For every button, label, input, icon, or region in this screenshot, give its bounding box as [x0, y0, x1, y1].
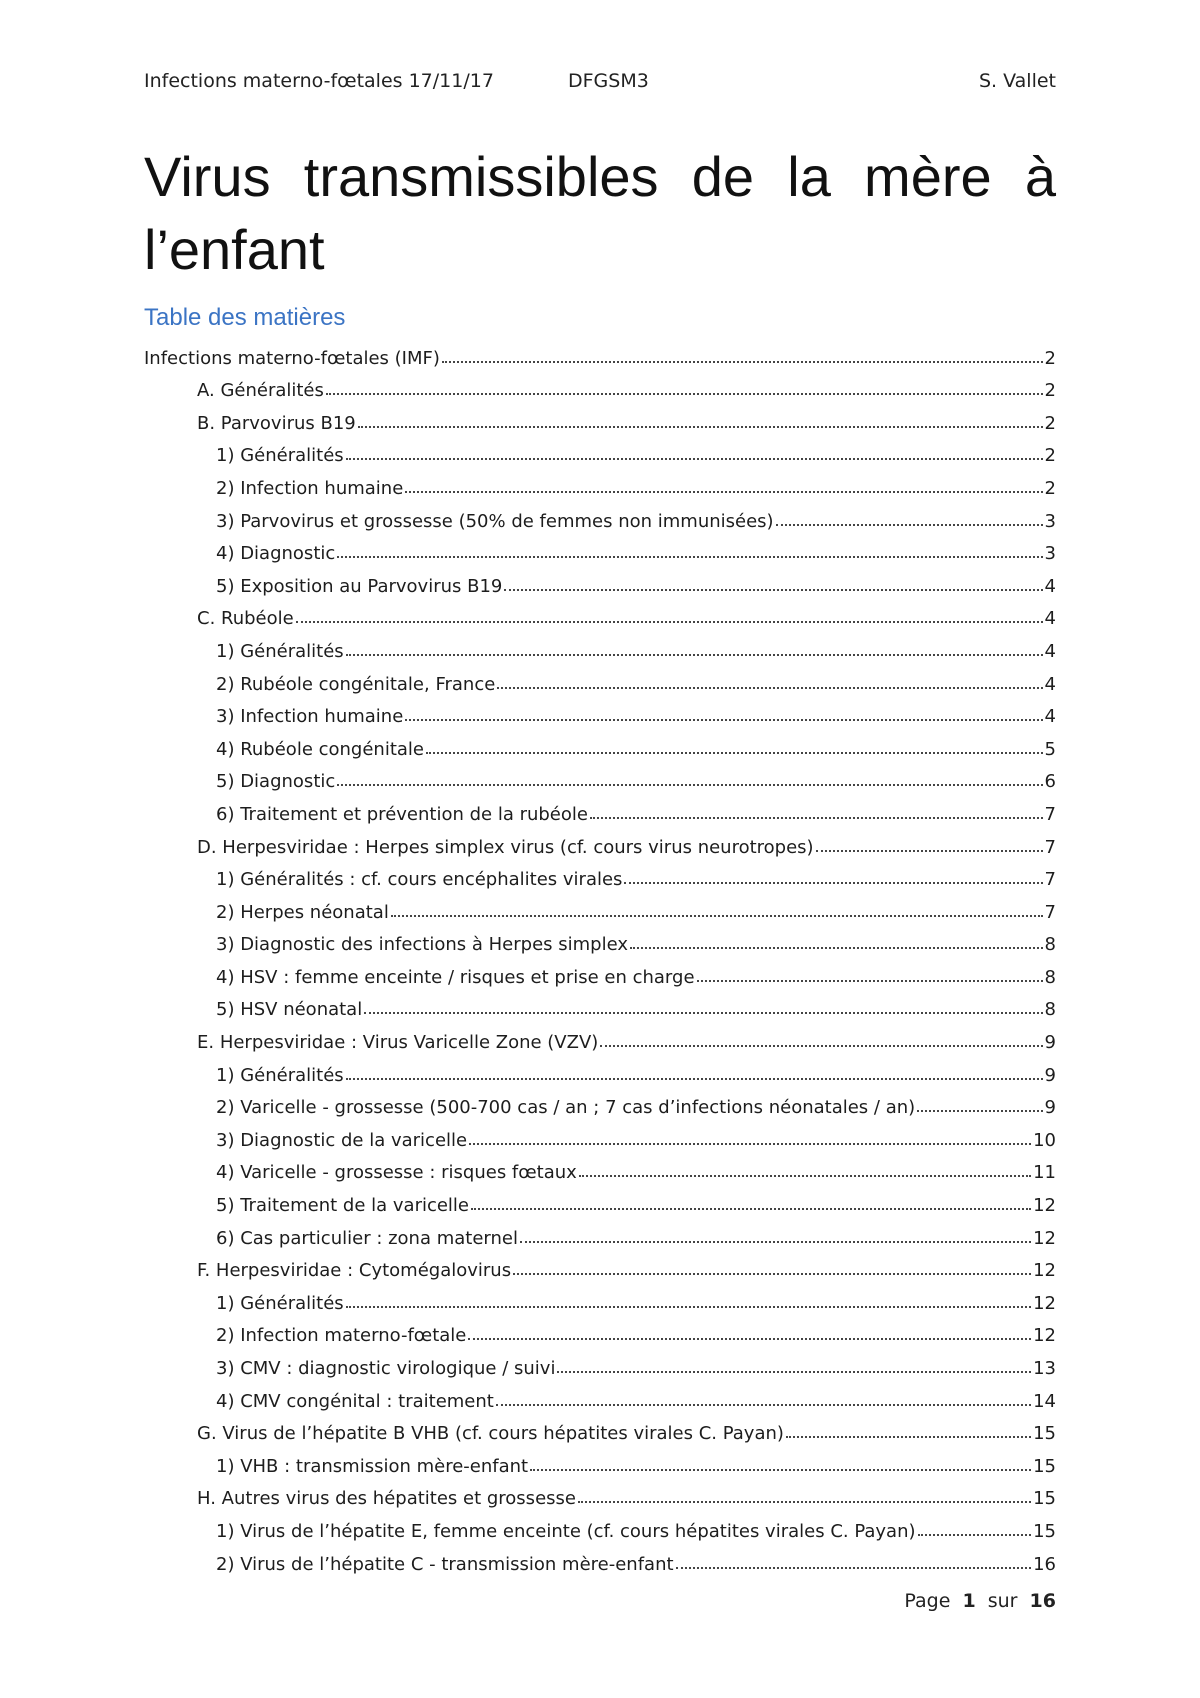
- footer-separator: sur: [987, 1590, 1018, 1612]
- toc-entry[interactable]: [144, 1151, 1056, 1184]
- toc-entry[interactable]: [144, 955, 1056, 988]
- toc-entry[interactable]: [144, 760, 1056, 793]
- toc-entry-label: Infections materno-fœtales (IMF): [144, 347, 440, 369]
- toc-entry[interactable]: [144, 695, 1056, 728]
- title-word: transmissibles: [303, 145, 659, 208]
- toc-entry-label: 3) CMV : diagnostic virologique / suivi: [216, 1358, 556, 1379]
- toc-entry[interactable]: [144, 1249, 1056, 1282]
- toc-entry-label: 5) HSV néonatal: [216, 999, 363, 1021]
- toc-entry-label: 5) Traitement de la varicelle: [216, 1195, 470, 1217]
- toc-leader-dots: [337, 556, 1042, 558]
- toc-leader-dots: [697, 980, 1043, 982]
- toc-entry-page: 12: [1033, 1325, 1056, 1347]
- toc-entry-label: D. Herpesviridae : Herpes simplex virus (cf. cours virus neurotropes): [197, 836, 814, 858]
- toc-entry[interactable]: [144, 466, 1056, 499]
- toc-leader-dots: [426, 752, 1043, 754]
- toc-leader-dots: [676, 1567, 1032, 1569]
- toc-entry[interactable]: [144, 858, 1056, 891]
- toc-entry-label: A. Généralités: [197, 380, 324, 402]
- toc-entry-label: B. Parvovirus B19: [197, 412, 356, 434]
- toc-entry[interactable]: [144, 825, 1056, 858]
- toc-entry-page: 2: [1044, 412, 1056, 434]
- toc-leader-dots: [364, 1012, 1042, 1014]
- document-title: [144, 140, 1056, 286]
- toc-entry[interactable]: [144, 1020, 1056, 1053]
- toc-entry-label: 2) Infection humaine: [216, 477, 404, 499]
- toc-leader-dots: [600, 1045, 1042, 1047]
- toc-entry-label: 5) Exposition au Parvovirus B19: [216, 575, 503, 597]
- toc-entry[interactable]: [144, 401, 1056, 434]
- toc-entry[interactable]: [144, 1379, 1056, 1412]
- toc-leader-dots: [296, 621, 1043, 623]
- toc-leader-dots: [346, 458, 1043, 460]
- toc-leader-dots: [624, 882, 1042, 884]
- toc-entry-page: 12: [1033, 1260, 1056, 1282]
- toc-entry-page: 14: [1033, 1390, 1056, 1412]
- toc-entry-page: 7: [1044, 869, 1056, 891]
- header-level: DFGSM3: [568, 70, 649, 92]
- title-word: Virus: [144, 145, 271, 208]
- toc-entry[interactable]: [144, 1346, 1056, 1379]
- toc-entry-label: G. Virus de l’hépatite B VHB (cf. cours hépatites virales C. Payan): [197, 1423, 784, 1445]
- toc-entry[interactable]: [144, 532, 1056, 565]
- toc-leader-dots: [918, 1534, 1032, 1536]
- toc-entry-page: 15: [1033, 1423, 1056, 1445]
- toc-leader-dots: [442, 361, 1043, 363]
- toc-leader-dots: [471, 1208, 1031, 1210]
- toc-leader-dots: [590, 817, 1043, 819]
- toc-entry-label: 1) Généralités: [216, 640, 344, 662]
- toc-entry-label: 2) Rubéole congénitale, France: [216, 673, 496, 695]
- toc-entry-page: 6: [1044, 771, 1056, 793]
- toc-entry[interactable]: [144, 1542, 1056, 1575]
- title-word: à: [1024, 145, 1056, 208]
- toc-entry[interactable]: [144, 1444, 1056, 1477]
- toc-leader-dots: [337, 784, 1042, 786]
- toc-entry-page: 2: [1044, 380, 1056, 402]
- toc-entry-label: 2) Infection materno-fœtale: [216, 1325, 467, 1347]
- toc-leader-dots: [786, 1436, 1031, 1438]
- toc-entry[interactable]: [144, 662, 1056, 695]
- toc-leader-dots: [578, 1501, 1031, 1503]
- toc-entry-page: 3: [1044, 543, 1056, 565]
- toc-entry-label: H. Autres virus des hépatites et grossesse: [197, 1488, 576, 1510]
- toc-entry[interactable]: [144, 727, 1056, 760]
- toc-entry-label: 4) Rubéole congénitale: [216, 738, 425, 760]
- toc-entry-label: 3) Infection humaine: [216, 706, 404, 728]
- title-word: de: [691, 145, 755, 208]
- toc-entry-page: 9: [1044, 1097, 1056, 1119]
- toc-entry-page: 15: [1033, 1520, 1056, 1542]
- toc-entry-label: 6) Traitement et prévention de la rubéole: [216, 803, 588, 825]
- toc-entry-label: 4) CMV congénital : traitement: [216, 1390, 494, 1412]
- toc-entry[interactable]: [144, 1118, 1056, 1151]
- title-word: mère: [864, 145, 992, 208]
- toc-entry[interactable]: [144, 434, 1056, 467]
- toc-entry-label: C. Rubéole: [197, 608, 294, 630]
- toc-entry-page: 2: [1044, 445, 1056, 467]
- toc-entry-page: 4: [1044, 608, 1056, 630]
- toc-leader-dots: [513, 1273, 1031, 1275]
- toc-entry-page: 7: [1044, 836, 1056, 858]
- toc-entry-label: E. Herpesviridae : Virus Varicelle Zone (VZV): [197, 1032, 599, 1054]
- toc-entry[interactable]: [144, 988, 1056, 1021]
- toc-entry-page: 3: [1044, 510, 1056, 532]
- toc-leader-dots: [468, 1338, 1031, 1340]
- toc-entry-label: 1) Généralités : cf. cours encéphalites virales: [216, 869, 623, 891]
- toc-entry-page: 7: [1044, 803, 1056, 825]
- toc-entry-page: 15: [1033, 1455, 1056, 1477]
- toc-leader-dots: [520, 1241, 1031, 1243]
- title-line-2: l’enfant: [144, 218, 325, 281]
- toc-entry-label: 1) VHB : transmission mère-enfant: [216, 1455, 529, 1477]
- toc-leader-dots: [346, 1306, 1031, 1308]
- toc-leader-dots: [326, 393, 1043, 395]
- toc-entry-label: 2) Virus de l’hépatite C - transmission mère-enfant: [216, 1553, 674, 1575]
- toc-leader-dots: [496, 1404, 1031, 1406]
- toc-entry-page: 15: [1033, 1488, 1056, 1510]
- toc-leader-dots: [405, 719, 1042, 721]
- toc-leader-dots: [776, 524, 1043, 526]
- toc-entry-label: 3) Parvovirus et grossesse (50% de femmes non immunisées): [216, 510, 774, 532]
- toc-entry-page: 2: [1044, 477, 1056, 499]
- footer-current-page: 1: [962, 1590, 976, 1612]
- toc-leader-dots: [530, 1469, 1031, 1471]
- toc-entry[interactable]: [144, 1412, 1056, 1445]
- toc-leader-dots: [917, 1110, 1042, 1112]
- toc-entry[interactable]: [144, 336, 1056, 369]
- toc-entry[interactable]: [144, 499, 1056, 532]
- footer-total-pages: 16: [1029, 1590, 1056, 1612]
- toc-entry[interactable]: [144, 890, 1056, 923]
- toc-leader-dots: [557, 1371, 1031, 1373]
- toc-leader-dots: [358, 426, 1043, 428]
- footer-page-prefix: Page: [904, 1590, 951, 1612]
- toc-entry-page: 9: [1044, 1064, 1056, 1086]
- toc-entry-page: 8: [1044, 966, 1056, 988]
- toc-entry-page: 4: [1044, 640, 1056, 662]
- toc-leader-dots: [630, 947, 1043, 949]
- toc-entry[interactable]: [144, 1477, 1056, 1510]
- toc-entry-page: 12: [1033, 1227, 1056, 1249]
- toc-leader-dots: [504, 589, 1042, 591]
- toc-entry-page: 8: [1044, 934, 1056, 956]
- toc-entry-page: 8: [1044, 999, 1056, 1021]
- toc-entry-page: 4: [1044, 706, 1056, 728]
- toc-entry-page: 2: [1044, 347, 1056, 369]
- toc-entry-label: F. Herpesviridae : Cytomégalovirus: [197, 1260, 512, 1282]
- toc-entry[interactable]: [144, 1281, 1056, 1314]
- toc-entry-label: 3) Diagnostic des infections à Herpes simplex: [216, 934, 628, 956]
- toc-entry[interactable]: [144, 1183, 1056, 1216]
- toc-leader-dots: [405, 491, 1042, 493]
- toc-entry-page: 7: [1044, 901, 1056, 923]
- toc-entry-label: 1) Généralités: [216, 1292, 344, 1314]
- toc-entry-label: 1) Généralités: [216, 445, 344, 467]
- toc-entry-page: 11: [1033, 1162, 1056, 1184]
- toc-heading: Table des matières: [144, 304, 346, 331]
- toc-entry-label: 4) HSV : femme enceinte / risques et prise en charge: [216, 966, 695, 988]
- toc-entry-page: 4: [1044, 575, 1056, 597]
- toc-entry-label: 1) Généralités: [216, 1064, 344, 1086]
- toc-entry-label: 2) Herpes néonatal: [216, 901, 389, 923]
- toc-entry-label: 2) Varicelle - grossesse (500-700 cas / an ; 7 cas d’infections néonatales / an): [216, 1097, 916, 1119]
- toc-entry[interactable]: [144, 629, 1056, 662]
- toc-entry-label: 4) Varicelle - grossesse : risques fœtaux: [216, 1162, 577, 1184]
- toc-entry[interactable]: [144, 369, 1056, 402]
- toc-entry-label: 5) Diagnostic: [216, 771, 336, 793]
- header-course-date: Infections materno-fœtales 17/11/17: [144, 70, 494, 92]
- header-author: S. Vallet: [978, 70, 1056, 92]
- toc-entry[interactable]: [144, 1086, 1056, 1119]
- toc-entry-label: 4) Diagnostic: [216, 543, 336, 565]
- toc-entry-page: 4: [1044, 673, 1056, 695]
- toc-leader-dots: [497, 687, 1042, 689]
- page-footer: [904, 1590, 1056, 1612]
- toc-entry-page: 16: [1033, 1553, 1056, 1575]
- title-line-1: [144, 140, 1056, 213]
- toc-entry[interactable]: [144, 597, 1056, 630]
- toc-entry-page: 13: [1033, 1358, 1056, 1379]
- table-of-contents: [144, 336, 1056, 1575]
- toc-entry-label: 3) Diagnostic de la varicelle: [216, 1129, 468, 1151]
- toc-entry[interactable]: [144, 923, 1056, 956]
- toc-leader-dots: [391, 915, 1043, 917]
- toc-entry[interactable]: [144, 1216, 1056, 1249]
- toc-entry[interactable]: [144, 564, 1056, 597]
- toc-entry[interactable]: [144, 1053, 1056, 1086]
- toc-entry-label: 6) Cas particulier : zona maternel: [216, 1227, 518, 1249]
- toc-entry-page: 9: [1044, 1032, 1056, 1054]
- title-word: la: [787, 145, 831, 208]
- toc-leader-dots: [469, 1143, 1031, 1145]
- toc-leader-dots: [816, 850, 1043, 852]
- toc-entry[interactable]: [144, 1509, 1056, 1542]
- toc-leader-dots: [346, 654, 1043, 656]
- toc-entry[interactable]: [144, 1314, 1056, 1347]
- toc-entry-page: 5: [1044, 738, 1056, 760]
- toc-entry-page: 10: [1033, 1129, 1056, 1151]
- toc-entry-page: 12: [1033, 1292, 1056, 1314]
- toc-entry[interactable]: [144, 792, 1056, 825]
- toc-leader-dots: [579, 1175, 1031, 1177]
- toc-leader-dots: [346, 1078, 1043, 1080]
- toc-entry-page: 12: [1033, 1195, 1056, 1217]
- toc-entry-label: 1) Virus de l’hépatite E, femme enceinte (cf. cours hépatites virales C. Payan): [216, 1520, 916, 1542]
